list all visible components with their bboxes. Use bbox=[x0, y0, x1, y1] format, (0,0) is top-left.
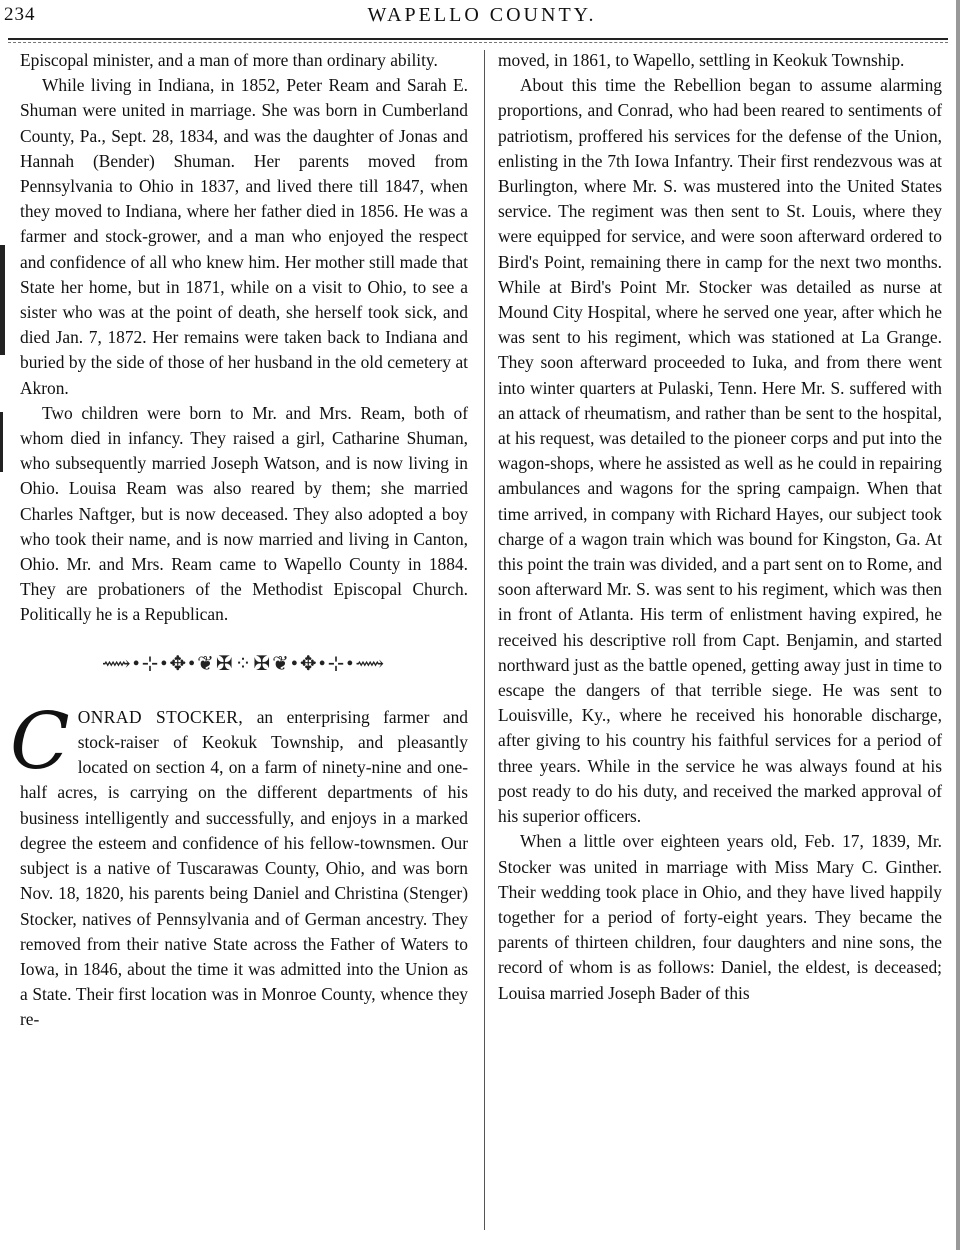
left-column bbox=[10, 48, 468, 1033]
bio-text: an enterprising farmer and stock-raiser of Keokuk Township, and pleasantly located on section 4, on a farm of ninety-nine and one-half acres, is carrying on the different departments of his business intelligently and successfully, and enjoys in a marked degree the esteem and confidence of his fellow-townsmen. Our subject is a native of Tuscarawas County, Ohio, and was born Nov. 18, 1820, his parents being Daniel and Christina (Stenger) Stocker, natives of Pennsylvania and of German ancestry. They removed from their native State across the Father of Waters to Iowa, in 1846, about the time it was admitted into the Union as a State. Their first location was in Monroe County, whence they re- bbox=[20, 706, 468, 1030]
paragraph-stocker-bio bbox=[10, 696, 468, 1033]
paragraph-military-service: About this time the Rebellion began to assume alarming proportions, and Conrad, who had been reared to sentiments of patriotism, proffered his services for the defense of the Union, enlisting in the 7th Iowa Infantry. Their first rendezvous was at Burlington, where Mr. S. was mustered into the United States service. The regiment was then sent to St. Louis, where they were equipped for service, and were soon afterward ordered to Bird's Point, remaining there in camp for the next two months. While at Bird's Point Mr. Stocker was detailed as nurse at Mound City Hospital, where he served one year, after which he was sent to his regiment, which was stationed at La Grange. They soon afterward proceeded to Iuka, and from there went into winter quarters at Pulaski, Tenn. Here Mr. S. suffered with an attack of rheumatism, and rather than be sent to the hospital, at his request, was detailed to the pioneer corps and put into the wagon-shops, where he assisted as well as he could in repairing ambulances and wagons for the spring campaign. When that time arrived, in company with Richard Hayes, our subject took charge of a wagon train which was bound for Kingston, Ga. At this point the train was divided, and a part sent on to Rome, and soon afterward Mr. S. was sent to his regiment, which was then in front of Atlanta. His term of enlistment having expired, he received his descriptive roll from Capt. Benjamin, and started northward just as the battle opened, getting away just in time to escape the dangers of that terrible siege. He was sent to Louisville, Ky., where he received his honorable discharge, after giving to his country his faithful services for a period of three years. While in the service he was always found at his post ready to do his duty, and received the marked approval of his superior officers. bbox=[498, 75, 942, 827]
running-head-title: WAPELLO COUNTY. bbox=[367, 4, 597, 26]
page-number: 234 bbox=[4, 4, 36, 25]
right-edge-scan-mark bbox=[956, 0, 960, 1250]
paragraph-marriage-stocker: When a little over eighteen years old, Feb. 17, 1839, Mr. Stocker was united in marriage with Miss Mary C. Ginther. Their wedding took place in Ohio, and they have lived happily together for a period of forty-eight years. They became the parents of thirteen children, four daughters and nine sons, the record of whom is as follows: Daniel, the eldest, is deceased; Louisa married Joseph Bader of this bbox=[498, 831, 942, 1003]
left-edge-scan-mark bbox=[0, 245, 5, 355]
paragraph-children-ream: Two children were born to Mr. and Mrs. Ream, both of whom died in infancy. They raised a girl, Catharine Shuman, who subsequently married Joseph Watson, and is now living in Ohio. Louisa Ream was also reared by them; she married Charles Naftger, but is now deceased. They also adopted a boy who took their name, and is now married and living in Canton, Ohio. Mr. and Mrs. Ream came to Wapello County in 1884. They are probationers of the Methodist Episcopal Church. Politically he is a Republican. bbox=[20, 402, 468, 625]
header-rule-dashed bbox=[8, 42, 948, 43]
header-rule bbox=[8, 38, 948, 40]
paragraph-continuation: Episcopal minister, and a man of more than ordinary ability. bbox=[20, 50, 438, 70]
paragraph-continuation-right: moved, in 1861, to Wapello, settling in Keokuk Township. bbox=[498, 50, 905, 70]
left-edge-scan-mark-2 bbox=[0, 412, 3, 472]
bio-subject-name: ONRAD STOCKER, bbox=[77, 706, 244, 727]
drop-cap-letter: C bbox=[10, 696, 70, 787]
right-column bbox=[498, 48, 942, 1006]
column-divider bbox=[484, 50, 485, 1230]
section-ornament: ⟿•⊹•✥•❦✠⁘✠❦•✥•⊹•⟿ bbox=[101, 652, 387, 675]
paragraph-marriage-ream: While living in Indiana, in 1852, Peter Ream and Sarah E. Shuman were united in marriage. She was born in Cumberland County, Pa., Sept. 28, 1834, and was the daughter of Jonas and Hannah (Bender) Shuman. Her parents moved from Pennsylvania to Ohio in 1837, and lived there till 1847, when they moved to Indiana, where her father died in 1856. He was a farmer and stock-grower, and a man who enjoyed the respect and confidence of all who knew him. Her mother still made that State her home, but in 1871, while on a visit to Ohio, to see a sister who was at the point of death, she herself took sick, and died Jan. 7, 1872. Her remains were taken back to Indiana and buried by the side of those of her husband in the old cemetery at Akron. bbox=[20, 75, 468, 398]
